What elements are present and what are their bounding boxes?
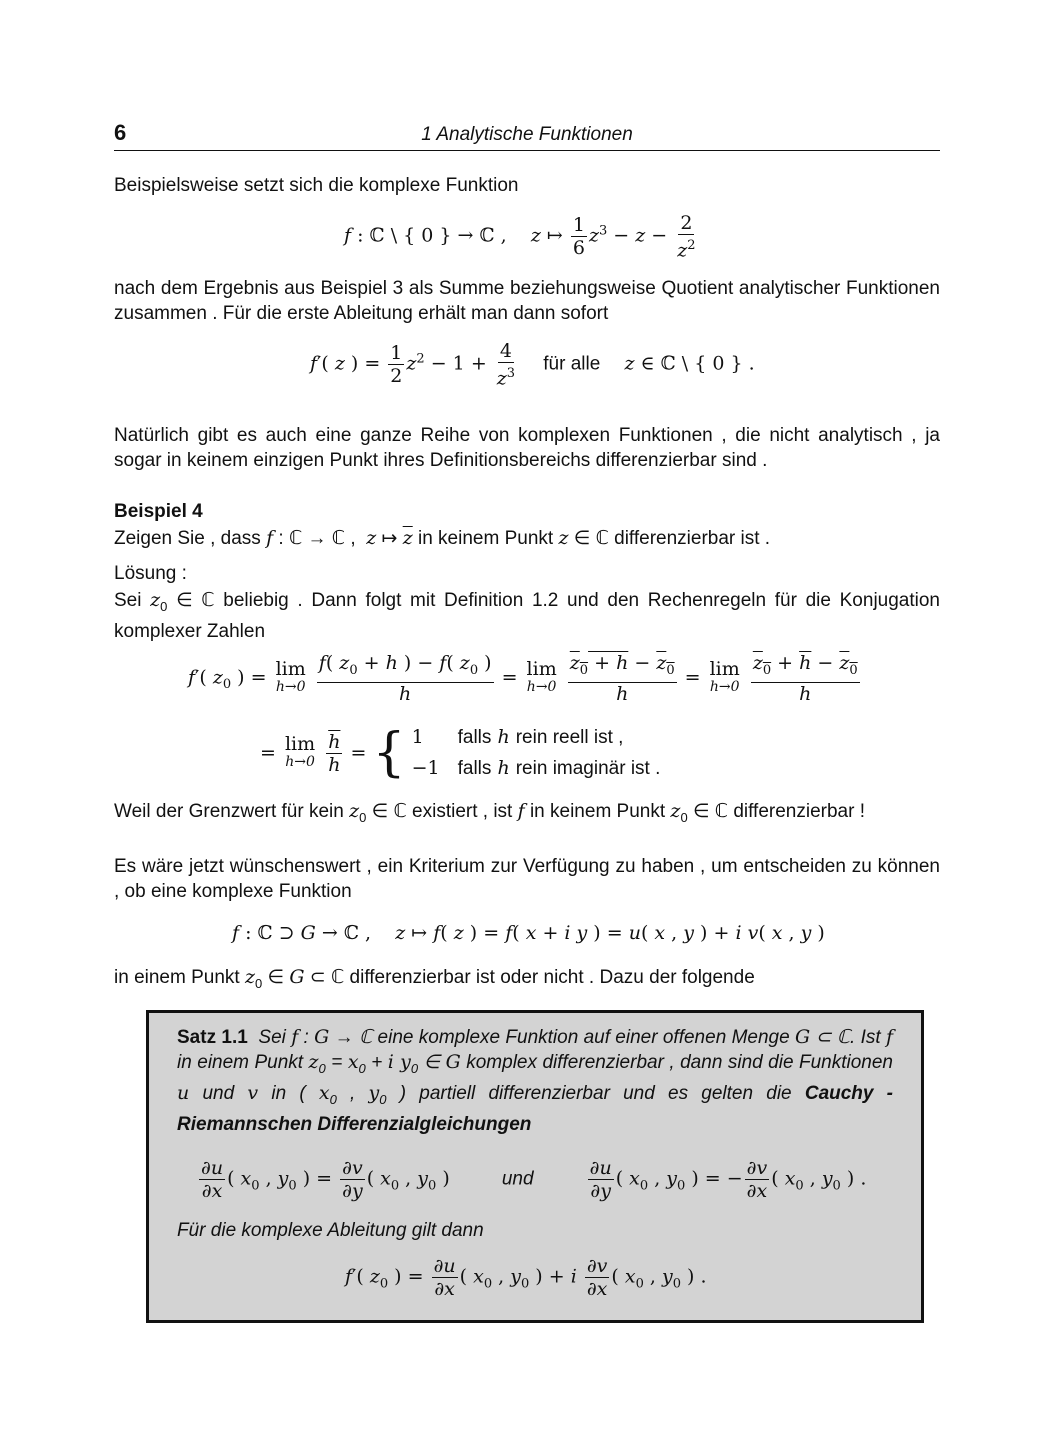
theorem-statement: Satz 1.1 Sei f : G → ℂ eine komplexe Funktion auf einer offenen Menge G ⊂ ℂ. Ist f in einem Punkt $z_0 = x_0 + i$ $y_0$ ∈ G komplex differenzierbar , dann sind die Funktionen u und v in ( $x_0$ , $y_0$ ) partiell differenzierbar und es gelten die Cauchy - Riemannschen Differenzialgleichungen: [177, 1026, 894, 1135]
equation-limit-1: f′( $z_0$ ) = lim h→0 $\frac{f( z_0 + h ) - f( z_0 )}{h}$ = lim h→0 $\frac{z_0 + h - z_0}{h}$ = lim h→0 $\frac{z_0 + \overline{h} - z_0}{h}$: [188, 652, 858, 705]
running-header: 1 Analytische Funktionen: [421, 124, 633, 145]
paragraph-criterion: Es wäre jetzt wünschenswert , ein Kriterium zur Verfügung zu haben , um entscheiden zu können , ob eine komplexe Funktion: [114, 856, 940, 902]
p5-a: in einem Punkt: [114, 967, 240, 988]
page-number: 6: [114, 120, 127, 145]
example-text-a: Zeigen Sie , dass: [114, 528, 261, 549]
equation-cauchy-riemann: $\frac{\partial u}{\partial x}$ ( $x_0$ , $y_0$ ) = $\frac{\partial v}{\partial y}$ ( $x_0$ , $y_0$ ) und $\frac{\partial u}{\partial y}$ ( $x_0$ , $y_0$ ) = − $\frac{\partial v}{\partial x}$ ( $x_0$ , $y_0$ ) .: [201, 1156, 867, 1202]
paragraph-non-analytic: Natürlich gibt es auch eine ganze Reihe von komplexen Funktionen , die nicht analytisch , ja sogar in keinem einzigen Punkt ihres Definitionsbereichs differenzierbar sind .: [114, 425, 940, 471]
conclusion: Weil der Grenzwert für kein $z_0$ ∈ ℂ existiert , ist f in keinem Punkt $z_0$ ∈ ℂ differenzierbar !: [114, 800, 865, 825]
theorem-box: [146, 1010, 924, 1323]
theorem-t3: . Ist: [849, 1027, 881, 1048]
conclusion-d: differenzierbar !: [733, 801, 865, 822]
solution-text-a: Sei: [114, 590, 142, 611]
example-text-c: differenzierbar ist .: [614, 528, 771, 549]
cr-and: und: [501, 1168, 534, 1190]
theorem-t7: in: [271, 1082, 287, 1104]
paragraph-result: nach dem Ergebnis aus Beispiel 3 als Summe beziehungsweise Quotient analytischer Funktionen zusammen . Für die erste Ableitung erhält man dann sofort: [114, 278, 940, 324]
example-statement: Zeigen Sie , dass f : ℂ → ℂ , z ↦ $\overline{z}$ in keinem Punkt z ∈ ℂ differenzierbar ist .: [114, 527, 771, 549]
example-text-b: in keinem Punkt: [417, 528, 554, 549]
case2-text: falls: [457, 758, 492, 779]
theorem-bold-term: Cauchy - Riemannschen Differenzialgleichungen: [177, 1082, 894, 1135]
theorem-t2: eine komplexe Funktion auf einer offenen Menge: [377, 1027, 790, 1048]
solution-text-b: beliebig . Dann folgt mit Definition 1.2 und den Rechenregeln für die Konjugation komplexer Zahlen: [114, 590, 940, 642]
for-all-text: für alle: [543, 353, 601, 375]
theorem-t1: Sei: [258, 1027, 286, 1048]
case1-text: falls: [457, 727, 492, 748]
p5-b: differenzierbar ist oder nicht . Dazu der folgende: [349, 967, 755, 988]
theorem-t6: und: [202, 1082, 235, 1104]
case2-tail: rein imaginär ist .: [515, 758, 661, 779]
solution-label: Lösung :: [114, 563, 187, 584]
theorem-t8: partiell differenzierbar und es gelten die: [419, 1082, 792, 1104]
equation-limit-2: = lim h→0 $\frac{\overline{h}}{h}$ = { 1 falls h rein reell ist , −1 falls h rein imaginär ist .: [260, 723, 661, 783]
theorem-t4: in einem Punkt: [177, 1052, 304, 1073]
conclusion-b: existiert , ist: [412, 801, 513, 822]
conclusion-a: Weil der Grenzwert für kein: [114, 801, 344, 822]
case1-tail: rein reell ist ,: [515, 727, 624, 748]
theorem-t5: komplex differenzierbar , dann sind die Funktionen: [466, 1052, 894, 1073]
paragraph-intro: Beispielsweise setzt sich die komplexe Funktion: [114, 175, 519, 196]
example-title: Beispiel 4: [114, 501, 203, 522]
equation-function-definition: f : ℂ \ { 0 } → ℂ , z ↦ $\frac{1}{6}$ $z^3 - z$ − $\frac{2}{z^2}$: [344, 212, 696, 262]
conclusion-c: in keinem Punkt: [529, 801, 666, 822]
theorem-derivative-text: Für die komplexe Ableitung gilt dann: [177, 1219, 484, 1241]
paragraph-following: in einem Punkt $z_0$ ∈ G ⊂ ℂ differenzierbar ist oder nicht . Dazu der folgende: [114, 966, 755, 991]
equation-derivative: f′( z ) = $\frac{1}{2}$ $z^2 - 1$ + $\frac{4}{z^3}$ für alle z ∈ ℂ \ { 0 } .: [310, 340, 755, 390]
theorem-label: Satz 1.1: [177, 1027, 248, 1048]
equation-general-function: f : ℂ ⊃ G → ℂ , z ↦ f( z ) = f( x + i y ) = u( x , y ) + i v( x , y ): [232, 922, 825, 944]
solution-text: Sei $z_0$ ∈ ℂ beliebig . Dann folgt mit Definition 1.2 und den Rechenregeln für die Konjugation komplexer Zahlen: [114, 589, 940, 642]
header-rule: [114, 150, 940, 151]
equation-complex-derivative: f′( $z_0$ ) = $\frac{\partial u}{\partial x}$ ( $x_0$ , $y_0$ ) + i $\frac{\partial v}{\partial x}$ ( $x_0$ , $y_0$ ) .: [345, 1254, 707, 1300]
